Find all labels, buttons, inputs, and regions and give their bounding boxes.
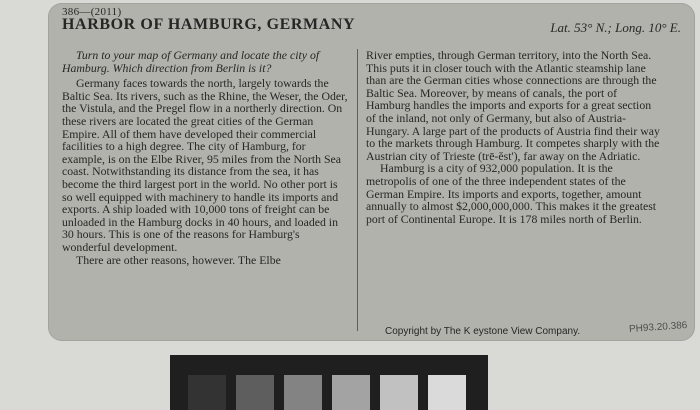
gray-patch-6: [428, 375, 466, 410]
right-column: [366, 49, 660, 225]
gray-patch-2: [236, 375, 274, 410]
gray-patch-1: [188, 375, 226, 410]
left-column: [62, 49, 350, 266]
coordinates: Lat. 53° N.; Long. 10° E.: [550, 20, 681, 35]
copyright-line: Copyright by The K eystone View Company.: [385, 326, 581, 337]
pencil-note: PH93.20.386: [628, 319, 688, 336]
card-title: HARBOR OF HAMBURG, GERMANY: [62, 16, 356, 33]
question-text: Turn to your map of Germany and locate the city of Hamburg. Which direction from Berlin is it?: [62, 48, 320, 75]
right-paragraph-2: Hamburg is a city of 932,000 population. It is the metropolis of one of the three independent states of the German Empire. Its imports and exports, together, amount annually to almost $2,000,000,000. This makes it the greatest port of Continental Europe. It is 178 miles north of Berlin.: [366, 161, 657, 226]
right-paragraph-1: River empties, through German territory, into the North Sea. This puts it in closer touch with the Atlantic steamship lane than are the German cities whose connections are through the Baltic Sea. Moreover, by means of canals, the port of Hamburg handles the imports and exports for a great section of the inland, not only of Germany, but also of Austria-Hungary. A large part of the products of Austria find their way to the markets through Hamburg. It competes sharply with the Austrian city of Trieste (trē-ĕst'), far away on the Adriatic.: [366, 48, 660, 163]
gray-patch-5: [380, 375, 418, 410]
gray-scale-target: [170, 355, 488, 410]
catalog-number: 386—(2011): [62, 6, 122, 18]
left-paragraph-1: Germany faces towards the north, largely towards the Baltic Sea. Its rivers, such as the Rhine, the Weser, the Oder, the Vistula, and the Pregel flow in a northerly direction. On these rivers are located the great cities of the German Empire. All of them have developed their commercial facilities to a high degree. The city of Hamburg, for example, is on the Elbe River, 95 miles from the North Sea coast. Notwithstanding its distance from the sea, it has become the third largest port in the world. No other port is so well equipped with machinery to handle its imports and exports. A ship loaded with 10,000 tons of freight can be unloaded in the Hamburg docks in 40 hours, and loaded in 30 hours. This is one of the reasons for Hamburg's wonderful development.: [62, 76, 348, 254]
gray-patch-4: [332, 375, 370, 410]
left-paragraph-2: There are other reasons, however. The Elbe: [76, 252, 281, 267]
column-divider: [357, 49, 358, 331]
stereograph-card: [48, 3, 695, 341]
gray-patch-3: [284, 375, 322, 410]
